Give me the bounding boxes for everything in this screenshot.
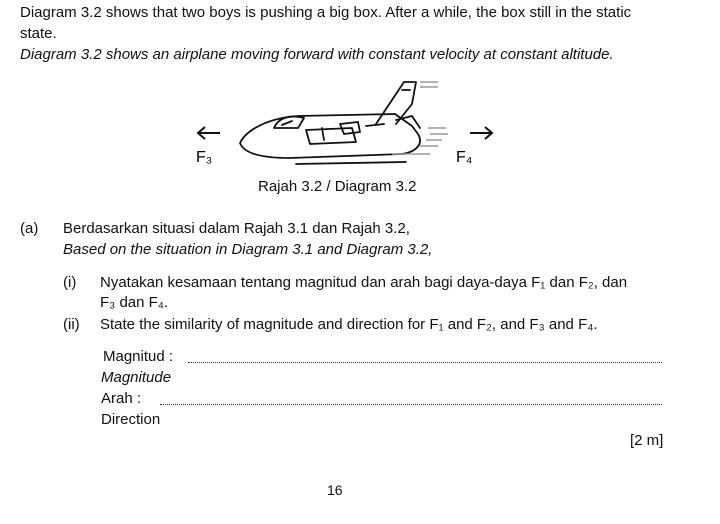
f4-arrow: [470, 127, 492, 139]
label-f3: F₃: [196, 149, 213, 166]
part-ii-line-1: State the similarity of magnitude and direction for F₁ and F₂, and F₃ and F₄.: [100, 316, 598, 333]
question-a-text-en: Based on the situation in Diagram 3.1 and Diagram 3.2,: [63, 241, 433, 258]
label-f4: F₄: [456, 149, 473, 166]
f3-arrow: [198, 127, 220, 139]
intro-line-1: Diagram 3.2 shows that two boys is pushing a big box. After a while, the box still in the static: [20, 4, 632, 21]
marks-label: [2 m]: [630, 432, 664, 449]
part-ii-label: (ii): [63, 316, 80, 333]
page-number: 16: [327, 482, 343, 498]
direction-answer-line[interactable]: [160, 404, 662, 405]
figure-caption: Rajah 3.2 / Diagram 3.2: [258, 178, 417, 195]
intro-line-2: state.: [20, 25, 57, 42]
magnitude-answer-line[interactable]: [188, 362, 662, 363]
magnitude-label: Magnitude: [101, 369, 172, 386]
arah-label: Arah :: [101, 390, 142, 407]
part-i-line-2: F₃ dan F₄.: [100, 294, 169, 311]
question-a-text-ms: Berdasarkan situasi dalam Rajah 3.1 dan Rajah 3.2,: [63, 220, 410, 237]
intro-line-3: Diagram 3.2 shows an airplane moving forward with constant velocity at constant altitude.: [20, 46, 614, 63]
direction-label: Direction: [101, 411, 161, 428]
airplane-diagram: [180, 68, 520, 176]
magnitud-label: Magnitud :: [103, 348, 174, 365]
question-a-label: (a): [20, 220, 39, 237]
part-i-label: (i): [63, 274, 77, 291]
airplane-sketch: [240, 82, 420, 164]
part-i-line-1: Nyatakan kesamaan tentang magnitud dan arah bagi daya-daya F₁ dan F₂, dan: [100, 274, 628, 291]
